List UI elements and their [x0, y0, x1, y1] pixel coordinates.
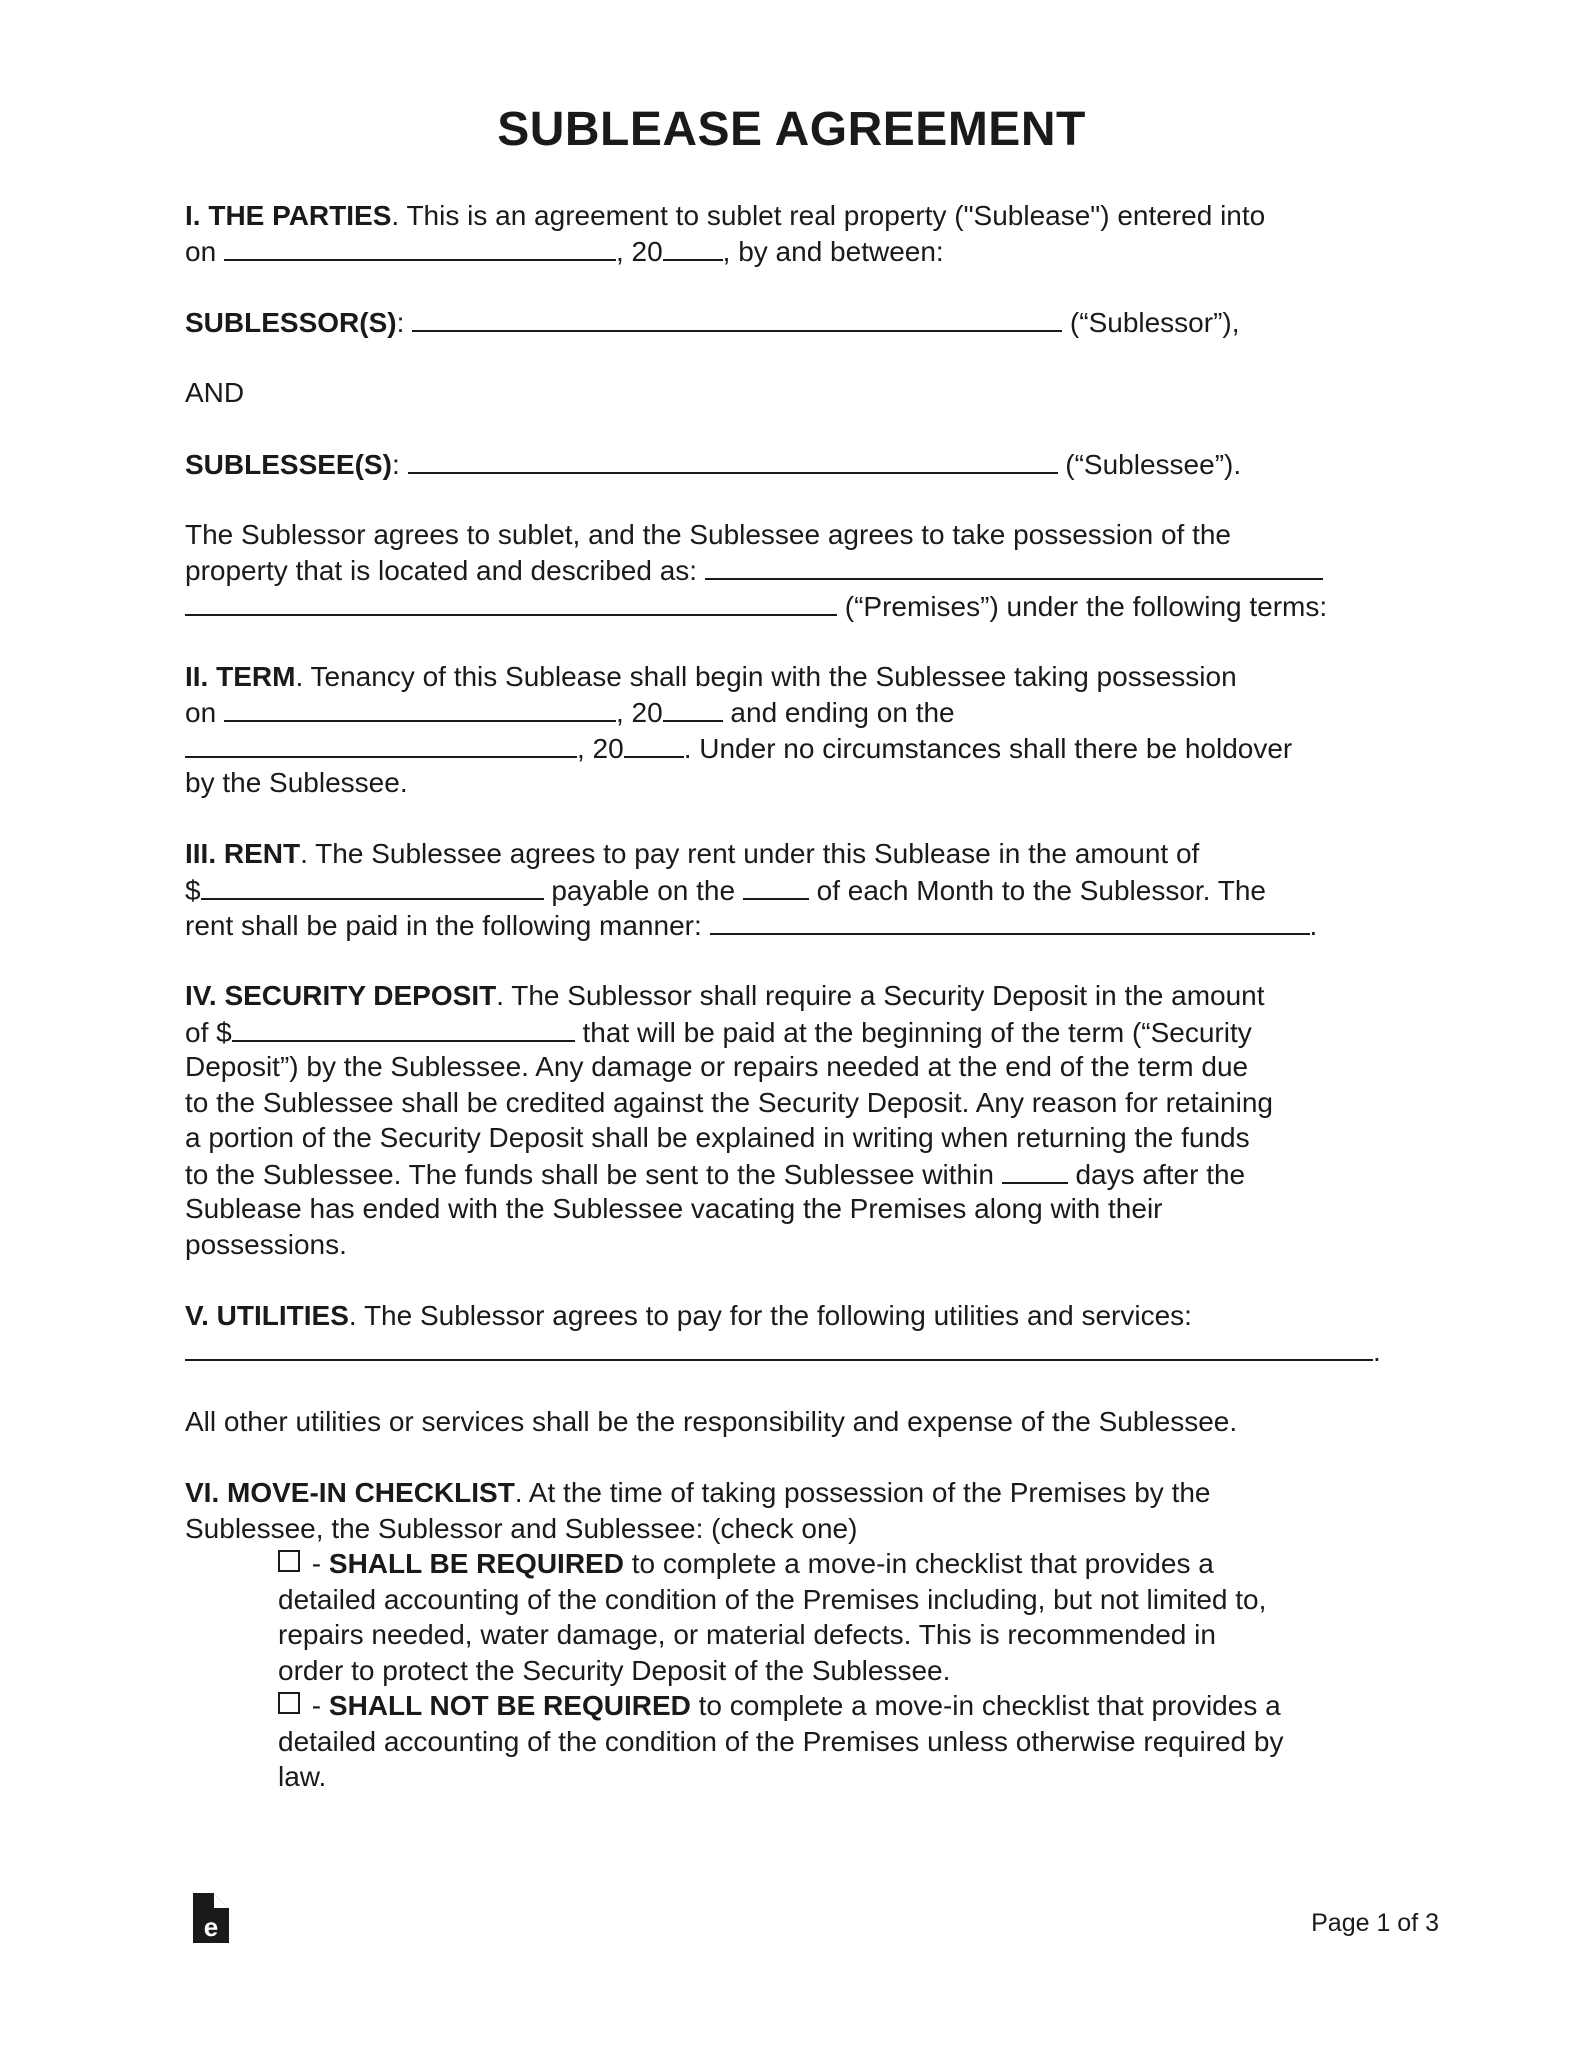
term-line-1 — [185, 659, 1237, 695]
term-text: . Tenancy of this Sublease shall begin with the Sublessee taking possession — [295, 661, 1237, 692]
term-heading: II. TERM — [185, 661, 296, 692]
checklist-heading: VI. MOVE-IN CHECKLIST — [185, 1477, 515, 1508]
utilities-list-blank[interactable] — [185, 1333, 1373, 1361]
rent-amount-blank[interactable] — [201, 872, 544, 900]
option-not-required-line-1 — [278, 1688, 1281, 1724]
term-end-year-prefix: , 20 — [577, 733, 624, 764]
checklist-line-2: Sublessee, the Sublessor and Sublessee: (check one) — [185, 1513, 858, 1544]
and-line: AND — [185, 377, 245, 408]
term-holdover: . Under no circumstances shall there be holdover — [683, 733, 1293, 764]
option-not-required-line-3: law. — [278, 1761, 327, 1792]
deposit-heading: IV. SECURITY DEPOSIT — [185, 980, 497, 1011]
parties-line-1 — [185, 198, 1265, 234]
option-not-required-line-2: detailed accounting of the condition of the Premises unless otherwise required by — [278, 1726, 1284, 1757]
sublessor-suffix: (“Sublessor”), — [1069, 307, 1240, 338]
premises-terms: (“Premises”) under the following terms: — [844, 591, 1328, 622]
sublessor-colon: : — [396, 307, 405, 338]
utilities-line-2 — [185, 1333, 1381, 1370]
deposit-days-after: days after the — [1075, 1159, 1246, 1190]
rent-manner: rent shall be paid in the following manner: — [185, 910, 702, 941]
agreement-date-blank[interactable] — [224, 233, 616, 261]
shall-not-be-required-checkbox[interactable] — [278, 1692, 300, 1714]
deposit-line-8: possessions. — [185, 1229, 347, 1260]
term-end-year-blank[interactable] — [624, 730, 684, 758]
deposit-line-1 — [185, 978, 1265, 1014]
option-required-line-1 — [278, 1546, 1214, 1582]
rent-period: . — [1309, 910, 1318, 941]
rent-payable-on: payable on the — [551, 875, 736, 906]
parties-between: , by and between: — [722, 236, 944, 267]
option-not-required-dash: - — [311, 1690, 322, 1721]
term-start-year-blank[interactable] — [663, 694, 723, 722]
agreement-year-blank[interactable] — [663, 233, 723, 261]
sublessee-name-blank[interactable] — [408, 446, 1058, 474]
deposit-line-7: Sublease has ended with the Sublessee vacating the Premises along with their — [185, 1193, 1163, 1224]
deposit-amount-blank[interactable] — [232, 1014, 575, 1042]
premises-line-1: The Sublessor agrees to sublet, and the Sublessee agrees to take possession of the — [185, 519, 1231, 550]
parties-year-prefix: , 20 — [615, 236, 663, 267]
parties-heading: I. THE PARTIES — [185, 200, 392, 231]
utilities-text: . The Sublessor agrees to pay for the following utilities and services: — [348, 1300, 1192, 1331]
sublessee-suffix: (“Sublessee”). — [1065, 449, 1242, 480]
deposit-line-2 — [185, 1014, 1252, 1051]
sublessee-colon: : — [391, 449, 400, 480]
premises-described-as: property that is located and described as: — [185, 555, 698, 586]
option-required-dash: - — [311, 1548, 322, 1579]
rent-line-2 — [185, 872, 1266, 909]
rent-manner-blank[interactable] — [710, 907, 1310, 935]
rent-line-1 — [185, 836, 1199, 872]
term-start-year-prefix: , 20 — [615, 697, 663, 728]
term-line-3 — [185, 730, 1292, 767]
term-line-2 — [185, 694, 955, 731]
term-end-date-blank[interactable] — [185, 730, 577, 758]
premises-line-2 — [185, 552, 1323, 589]
checklist-line-1 — [185, 1475, 1211, 1511]
deposit-days-blank[interactable] — [1002, 1156, 1068, 1184]
rent-line-3 — [185, 907, 1317, 944]
option-required-line-4: order to protect the Security Deposit of the Sublessee. — [278, 1655, 951, 1686]
rent-dollar: $ — [185, 875, 201, 906]
premises-line-3 — [185, 588, 1327, 625]
deposit-line-5: a portion of the Security Deposit shall be explained in writing when returning the funds — [185, 1122, 1250, 1153]
option-not-required-label: SHALL NOT BE REQUIRED — [328, 1690, 691, 1721]
parties-text: . This is an agreement to sublet real property ("Sublease") entered into — [391, 200, 1266, 231]
deposit-paid-at: that will be paid at the beginning of the term (“Security — [582, 1017, 1252, 1048]
utilities-other: All other utilities or services shall be the responsibility and expense of the Sublessee. — [185, 1406, 1238, 1437]
sublessee-line — [185, 446, 1241, 483]
deposit-text: . The Sublessor shall require a Security Deposit in the amount — [496, 980, 1265, 1011]
option-required-label: SHALL BE REQUIRED — [328, 1548, 624, 1579]
sublessor-label: SUBLESSOR(S) — [185, 307, 397, 338]
utilities-heading: V. UTILITIES — [185, 1300, 349, 1331]
page-number: Page 1 of 3 — [1311, 1909, 1439, 1937]
rent-heading: III. RENT — [185, 838, 301, 869]
deposit-line-4: to the Sublessee shall be credited against the Security Deposit. Any reason for retaining — [185, 1087, 1273, 1118]
term-ending-on: and ending on the — [730, 697, 955, 728]
sublessee-label: SUBLESSEE(S) — [185, 449, 392, 480]
utilities-line-1 — [185, 1298, 1192, 1334]
option-not-required-text: to complete a move-in checklist that provides a — [698, 1690, 1281, 1721]
term-line-4: by the Sublessee. — [185, 767, 408, 798]
option-required-line-3: repairs needed, water damage, or material defects. This is recommended in — [278, 1619, 1216, 1650]
deposit-sent-within: to the Sublessee. The funds shall be sent to the Sublessee within — [185, 1159, 994, 1190]
rent-each-month: of each Month to the Sublessor. The — [816, 875, 1266, 906]
premises-description-blank-1[interactable] — [705, 552, 1323, 580]
term-on: on — [185, 697, 217, 728]
parties-on: on — [185, 236, 217, 267]
option-required-text: to complete a move-in checklist that provides a — [631, 1548, 1214, 1579]
premises-description-blank-2[interactable] — [185, 588, 837, 616]
deposit-line-6 — [185, 1156, 1245, 1193]
term-start-date-blank[interactable] — [224, 694, 616, 722]
option-required-line-2: detailed accounting of the condition of the Premises including, but not limited to, — [278, 1584, 1267, 1615]
rent-text: . The Sublessee agrees to pay rent under this Sublease in the amount of — [300, 838, 1200, 869]
deposit-of: of $ — [185, 1017, 232, 1048]
document-e-logo-icon — [193, 1893, 229, 1943]
checklist-text: . At the time of taking possession of the Premises by the — [514, 1477, 1211, 1508]
sublessor-name-blank[interactable] — [412, 304, 1062, 332]
shall-be-required-checkbox[interactable] — [278, 1550, 300, 1572]
rent-day-blank[interactable] — [743, 872, 809, 900]
deposit-line-3: Deposit”) by the Sublessee. Any damage or repairs needed at the end of the term due — [185, 1051, 1249, 1082]
svg-text:e: e — [203, 1912, 219, 1942]
utilities-period: . — [1373, 1336, 1381, 1367]
parties-line-2 — [185, 233, 944, 270]
document-title: SUBLEASE AGREEMENT — [497, 103, 1086, 156]
sublessor-line — [185, 304, 1240, 341]
